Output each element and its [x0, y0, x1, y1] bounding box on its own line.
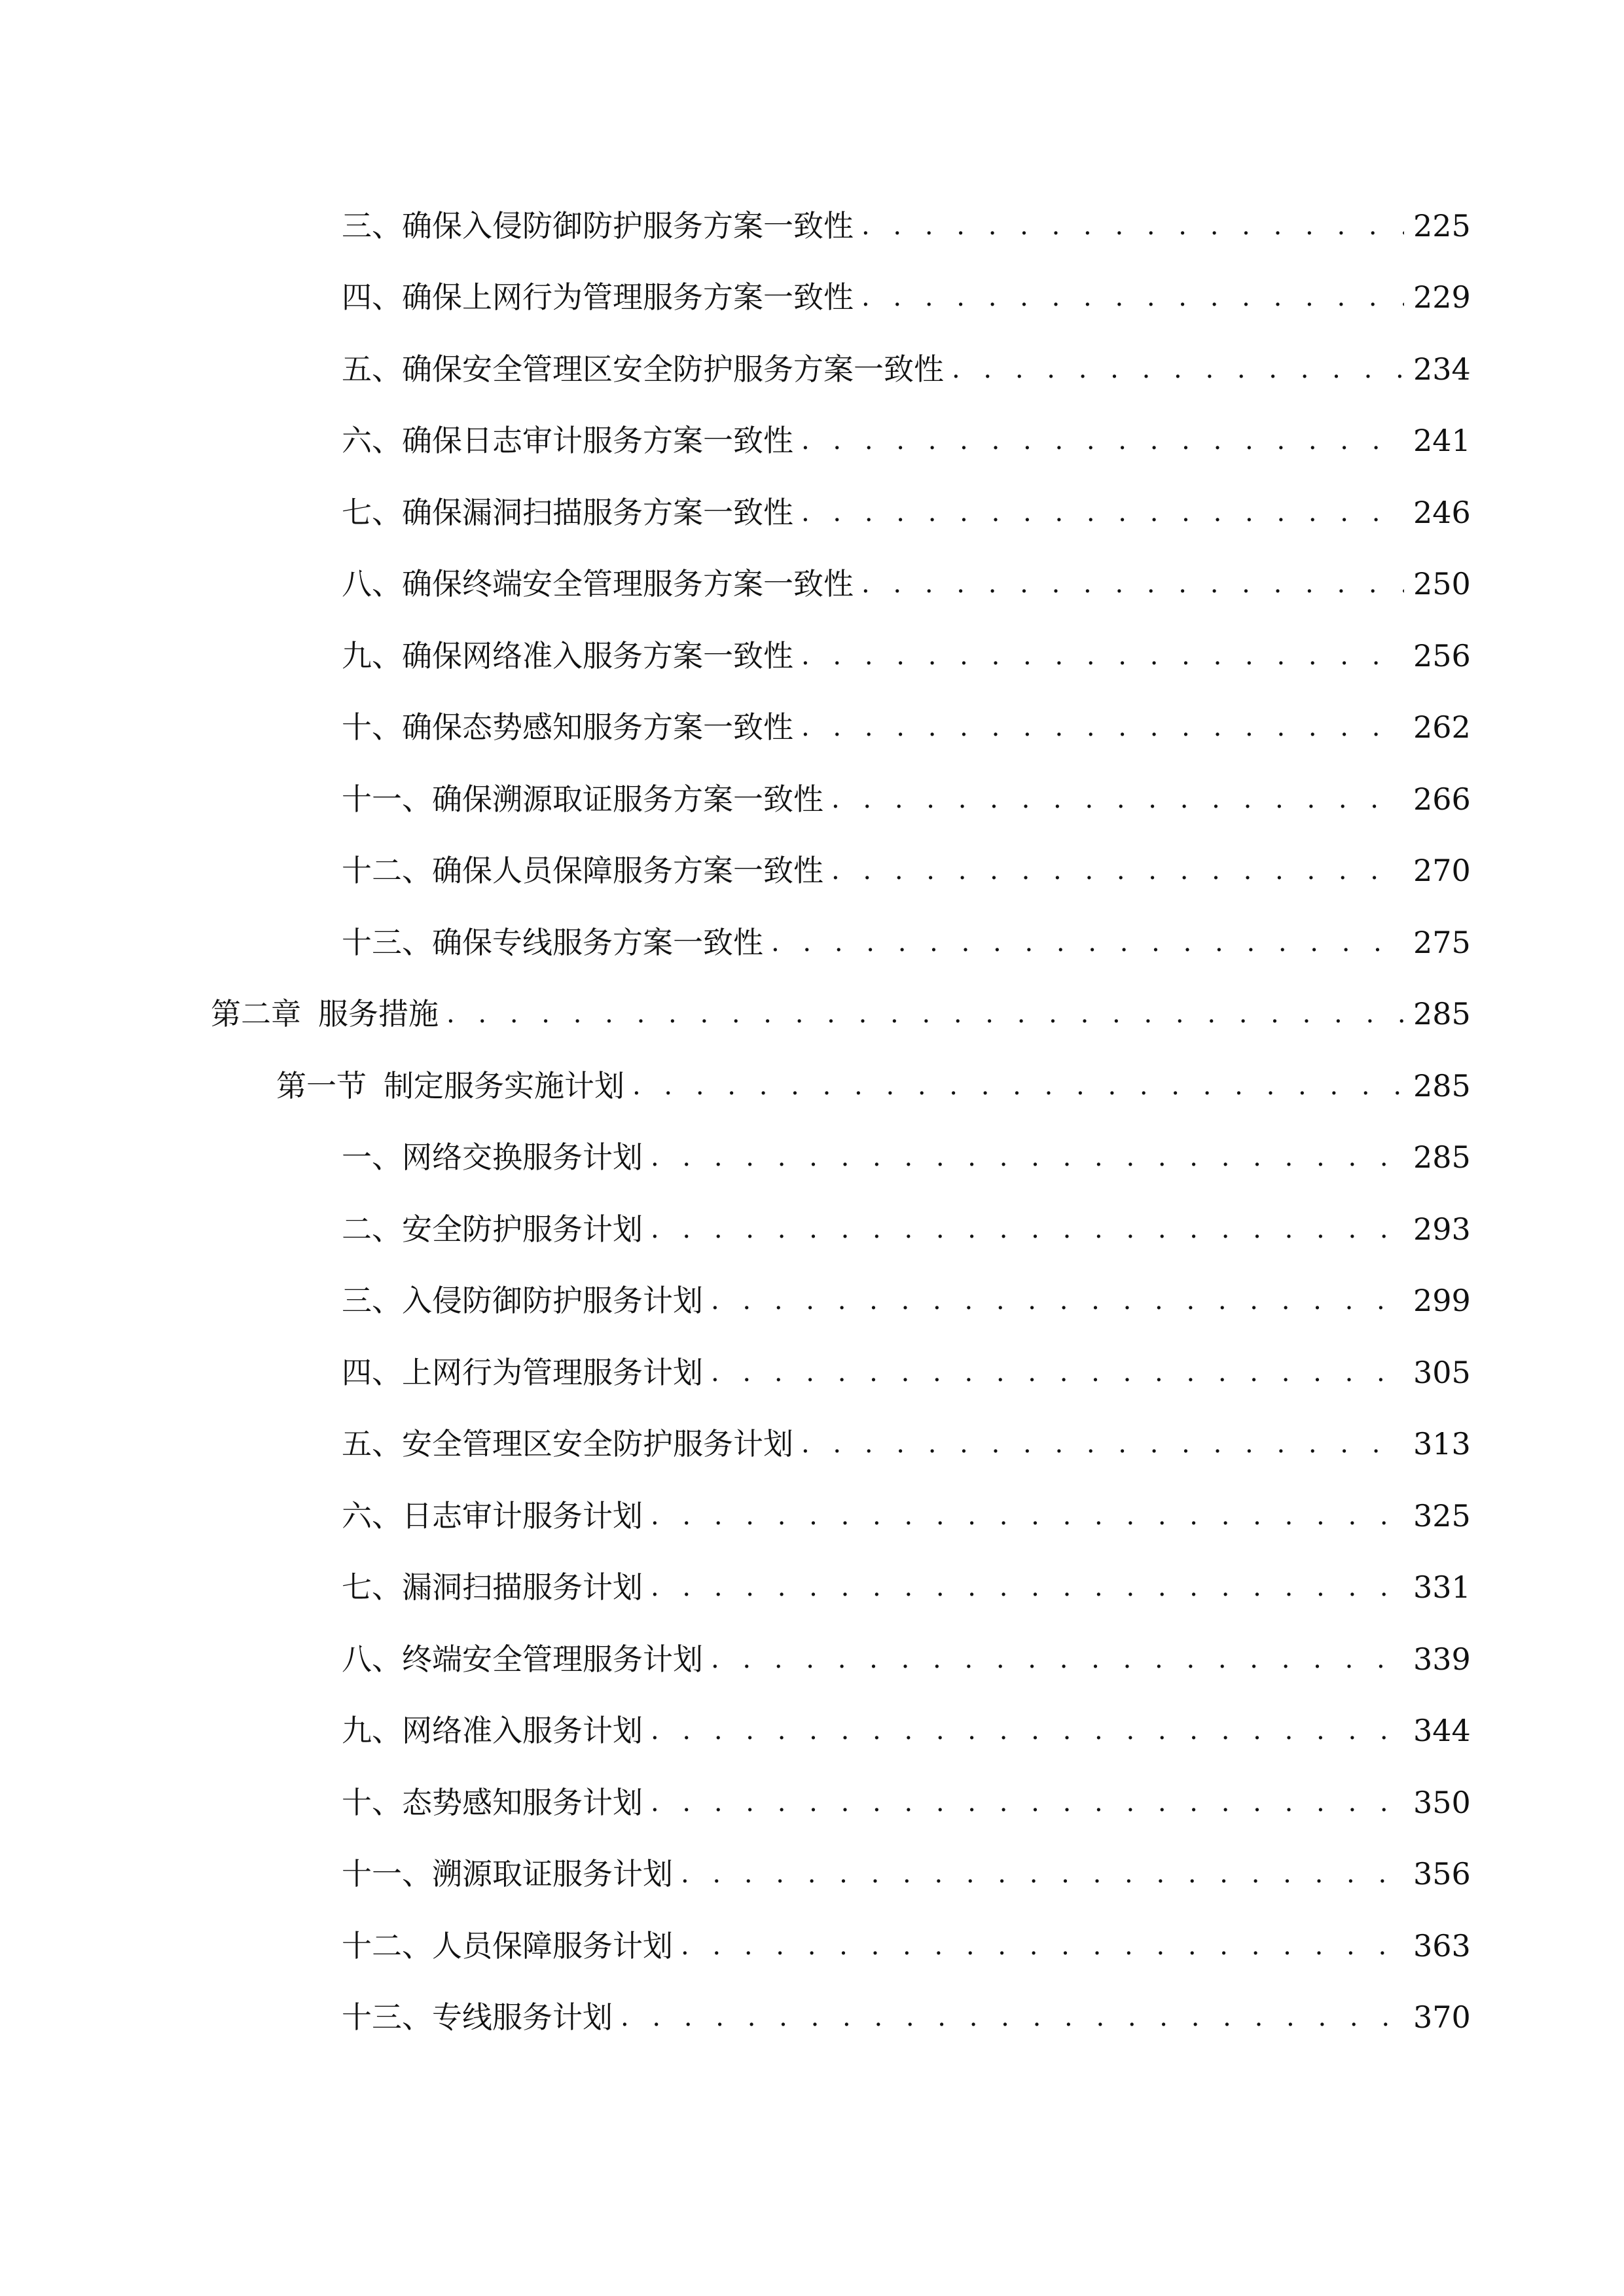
dot-leader — [681, 1861, 1404, 1887]
toc-entry-section[interactable] — [0, 1050, 1624, 1122]
dot-leader — [651, 1144, 1404, 1170]
dot-leader — [861, 571, 1404, 597]
dot-leader — [831, 857, 1404, 884]
table-of-contents — [0, 190, 1624, 2053]
toc-entry-item[interactable] — [0, 835, 1624, 907]
toc-entry-number: 十二、 — [342, 853, 432, 889]
dot-leader — [831, 786, 1404, 812]
toc-entry-item[interactable] — [0, 1910, 1624, 1982]
toc-entry-title: 入侵防御防护服务计划 — [402, 1283, 703, 1319]
toc-entry-item[interactable] — [0, 620, 1624, 692]
dot-leader — [651, 1503, 1404, 1529]
toc-entry-page-number: 293 — [1413, 1211, 1471, 1247]
toc-entry-number: 十三、 — [342, 2000, 432, 2036]
toc-entry-title: 安全管理区安全防护服务计划 — [402, 1426, 793, 1462]
toc-entry-title: 人员保障服务计划 — [432, 1928, 673, 1964]
dot-leader — [861, 284, 1404, 310]
toc-entry-item[interactable] — [0, 262, 1624, 334]
dot-leader — [711, 1646, 1404, 1672]
dot-leader — [801, 499, 1404, 526]
toc-entry-title: 制定服务实施计划 — [384, 1067, 624, 1103]
toc-entry-title: 网络准入服务计划 — [402, 1713, 643, 1749]
toc-entry-item[interactable] — [0, 476, 1624, 548]
dot-leader — [446, 1001, 1404, 1027]
toc-entry-number: 十一、 — [342, 1856, 432, 1892]
dot-leader — [711, 1287, 1404, 1314]
dot-leader — [632, 1073, 1404, 1099]
toc-entry-number: 六、 — [342, 423, 402, 459]
toc-entry-item[interactable] — [0, 333, 1624, 405]
toc-entry-page-number: 225 — [1413, 207, 1471, 243]
dot-leader — [952, 356, 1404, 382]
toc-entry-item[interactable] — [0, 1695, 1624, 1767]
toc-entry-title: 日志审计服务计划 — [402, 1498, 643, 1534]
toc-entry-title: 确保终端安全管理服务方案一致性 — [402, 566, 854, 602]
toc-entry-page-number: 305 — [1413, 1354, 1471, 1390]
toc-entry-number: 六、 — [342, 1498, 402, 1534]
toc-entry-title: 确保漏洞扫描服务方案一致性 — [402, 494, 793, 530]
dot-leader — [651, 1717, 1404, 1744]
toc-entry-title: 终端安全管理服务计划 — [402, 1641, 703, 1677]
toc-entry-page-number: 262 — [1413, 709, 1471, 745]
toc-entry-title: 确保态势感知服务方案一致性 — [402, 709, 793, 745]
toc-entry-page-number: 234 — [1413, 351, 1471, 387]
dot-leader — [681, 1933, 1404, 1959]
toc-entry-number: 八、 — [342, 566, 402, 602]
toc-entry-title: 态势感知服务计划 — [402, 1784, 643, 1820]
toc-entry-title: 确保安全管理区安全防护服务方案一致性 — [402, 351, 944, 387]
toc-entry-title: 溯源取证服务计划 — [432, 1856, 673, 1892]
toc-entry-title: 安全防护服务计划 — [402, 1211, 643, 1247]
toc-entry-page-number: 325 — [1413, 1498, 1471, 1534]
toc-entry-item[interactable] — [0, 1265, 1624, 1337]
toc-entry-item[interactable] — [0, 1408, 1624, 1480]
toc-entry-page-number: 344 — [1413, 1713, 1471, 1749]
toc-entry-item[interactable] — [0, 906, 1624, 978]
toc-entry-page-number: 241 — [1413, 423, 1471, 459]
toc-entry-item[interactable] — [0, 1839, 1624, 1910]
dot-leader — [801, 1431, 1404, 1457]
dot-leader — [651, 1789, 1404, 1816]
dot-leader — [771, 929, 1404, 956]
toc-entry-number: 三、 — [342, 1283, 402, 1319]
toc-entry-item[interactable] — [0, 1480, 1624, 1552]
toc-entry-page-number: 339 — [1413, 1641, 1471, 1677]
dot-leader — [651, 1216, 1404, 1242]
dot-leader — [621, 2004, 1404, 2030]
toc-entry-chapter[interactable] — [0, 978, 1624, 1050]
toc-entry-title: 确保入侵防御防护服务方案一致性 — [402, 207, 854, 243]
toc-entry-item[interactable] — [0, 763, 1624, 835]
toc-entry-item[interactable] — [0, 692, 1624, 764]
toc-entry-page-number: 331 — [1413, 1570, 1471, 1605]
toc-entry-page-number: 229 — [1413, 279, 1471, 315]
toc-entry-page-number: 285 — [1413, 1067, 1471, 1103]
toc-entry-number: 五、 — [342, 1426, 402, 1462]
toc-entry-title: 确保上网行为管理服务方案一致性 — [402, 279, 854, 315]
toc-entry-item[interactable] — [0, 405, 1624, 477]
toc-entry-number: 三、 — [342, 207, 402, 243]
toc-entry-title: 网络交换服务计划 — [402, 1139, 643, 1175]
toc-entry-number: 十一、 — [342, 781, 432, 817]
toc-entry-number: 七、 — [342, 494, 402, 530]
toc-entry-number: 五、 — [342, 351, 402, 387]
toc-entry-page-number: 299 — [1413, 1283, 1471, 1319]
dot-leader — [861, 213, 1404, 239]
toc-entry-title: 确保专线服务方案一致性 — [432, 924, 763, 960]
toc-entry-title: 上网行为管理服务计划 — [402, 1354, 703, 1390]
toc-entry-page-number: 370 — [1413, 2000, 1471, 2036]
toc-entry-item[interactable] — [0, 1122, 1624, 1194]
toc-entry-item[interactable] — [0, 1552, 1624, 1624]
toc-entry-page-number: 275 — [1413, 924, 1471, 960]
dot-leader — [651, 1574, 1404, 1600]
toc-entry-page-number: 256 — [1413, 637, 1471, 673]
toc-entry-page-number: 285 — [1413, 996, 1471, 1032]
toc-entry-item[interactable] — [0, 1336, 1624, 1408]
toc-entry-number: 四、 — [342, 279, 402, 315]
toc-entry-title: 确保溯源取证服务方案一致性 — [432, 781, 823, 817]
toc-entry-page-number: 350 — [1413, 1784, 1471, 1820]
toc-entry-number: 八、 — [342, 1641, 402, 1677]
toc-entry-number: 一、 — [342, 1139, 402, 1175]
toc-entry-page-number: 246 — [1413, 494, 1471, 530]
toc-entry-number: 十三、 — [342, 924, 432, 960]
toc-entry-title: 漏洞扫描服务计划 — [402, 1570, 643, 1605]
toc-entry-item[interactable] — [0, 548, 1624, 620]
toc-entry-number: 第一节 — [276, 1067, 367, 1103]
toc-entry-page-number: 285 — [1413, 1139, 1471, 1175]
dot-leader — [801, 714, 1404, 740]
toc-entry-page-number: 313 — [1413, 1426, 1471, 1462]
toc-entry-page-number: 266 — [1413, 781, 1471, 817]
toc-entry-number: 九、 — [342, 1713, 402, 1749]
toc-entry-page-number: 270 — [1413, 853, 1471, 889]
toc-entry-page-number: 250 — [1413, 566, 1471, 602]
toc-entry-item[interactable] — [0, 1193, 1624, 1265]
toc-entry-number: 四、 — [342, 1354, 402, 1390]
toc-entry-title: 确保网络准入服务方案一致性 — [402, 637, 793, 673]
toc-entry-item[interactable] — [0, 1982, 1624, 2054]
toc-entry-number: 十二、 — [342, 1928, 432, 1964]
toc-entry-number: 二、 — [342, 1211, 402, 1247]
toc-entry-number: 第二章 — [211, 996, 301, 1032]
toc-entry-title: 专线服务计划 — [432, 2000, 613, 2036]
toc-entry-item[interactable] — [0, 1767, 1624, 1839]
toc-entry-title: 确保人员保障服务方案一致性 — [432, 853, 823, 889]
toc-entry-number: 七、 — [342, 1570, 402, 1605]
toc-entry-title: 确保日志审计服务方案一致性 — [402, 423, 793, 459]
dot-leader — [801, 643, 1404, 669]
toc-entry-item[interactable] — [0, 190, 1624, 262]
toc-entry-title: 服务措施 — [318, 996, 439, 1032]
toc-entry-number: 十、 — [342, 709, 402, 745]
dot-leader — [711, 1359, 1404, 1386]
toc-entry-number: 九、 — [342, 637, 402, 673]
dot-leader — [801, 427, 1404, 454]
toc-entry-page-number: 356 — [1413, 1856, 1471, 1892]
toc-entry-number: 十、 — [342, 1784, 402, 1820]
toc-entry-page-number: 363 — [1413, 1928, 1471, 1964]
toc-entry-item[interactable] — [0, 1623, 1624, 1695]
